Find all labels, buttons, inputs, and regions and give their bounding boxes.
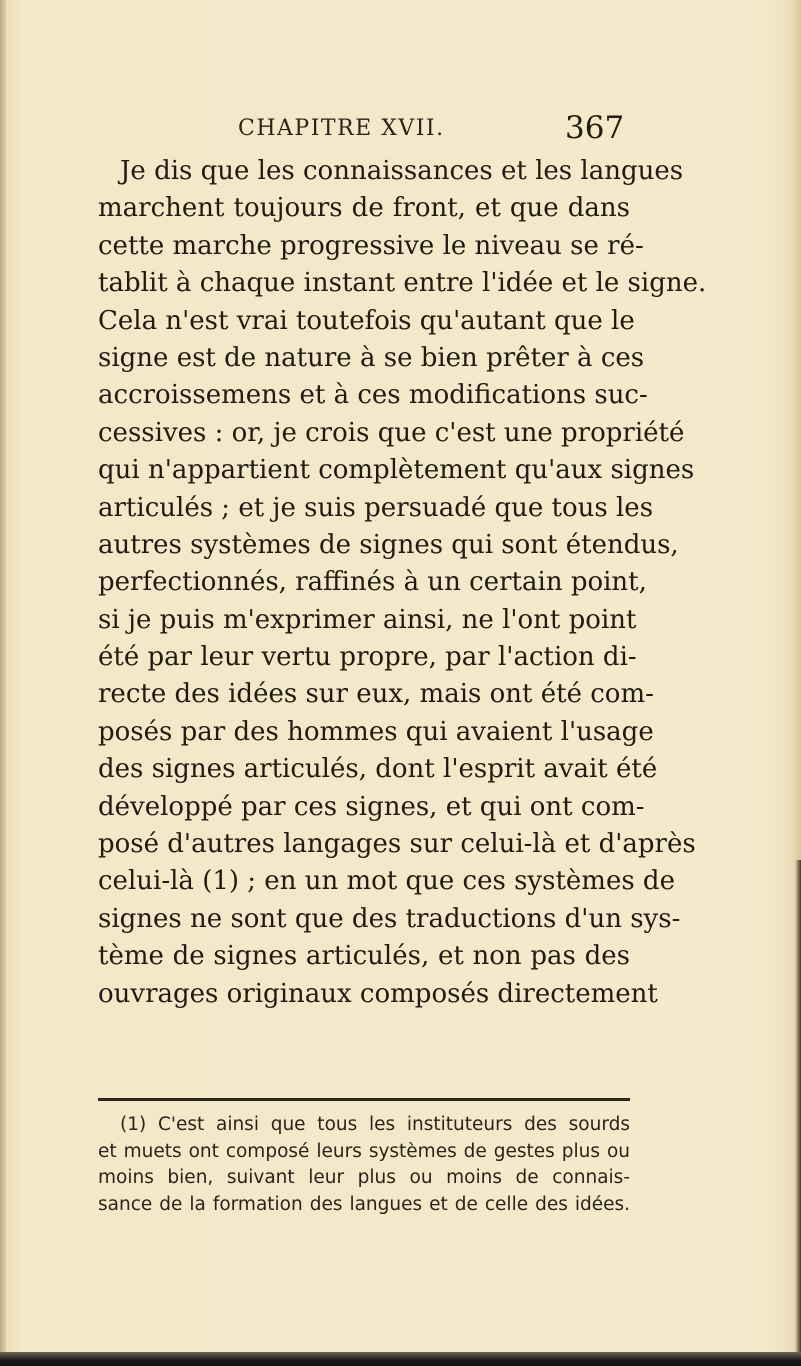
text-line: recte des idées sur eux, mais ont été com-	[98, 679, 654, 710]
text-line: signe est de nature à se bien prêter à ces	[98, 342, 645, 373]
footnote-rule	[98, 1098, 630, 1101]
footnote-line: et muets ont composé leurs systèmes de gestes plus ou	[98, 1140, 630, 1162]
text-line: tablit à chaque instant entre l'idée et le signe.	[98, 268, 707, 299]
body-text	[98, 153, 707, 1013]
text-line: Je dis que les connaissances et les langues	[120, 156, 684, 186]
text-line: ouvrages originaux composés directement	[98, 978, 658, 1009]
page-number: 367	[565, 110, 625, 146]
text-line: Cela n'est vrai toutefois qu'autant que le	[98, 305, 635, 336]
footnote-line: moins bien, suivant leur plus ou moins de connais-	[98, 1167, 630, 1189]
page-left-edge	[0, 0, 6, 1366]
footnote	[98, 1112, 630, 1218]
text-line: qui n'appartient complètement qu'aux signes	[98, 455, 695, 486]
text-line: articulés ; et je suis persuadé que tous les	[98, 492, 654, 523]
text-line: des signes articulés, dont l'esprit avait été	[98, 754, 658, 785]
text-line: perfectionnés, raffinés à un certain point,	[98, 567, 647, 598]
text-line: tème de signes articulés, et non pas des	[98, 941, 630, 972]
chapter-title: CHAPITRE XVII.	[238, 116, 445, 141]
text-line: été par leur vertu propre, par l'action di-	[98, 642, 637, 673]
text-line: cessives : or, je crois que c'est une propriété	[98, 417, 685, 448]
text-line: signes ne sont que des traductions d'un sys-	[98, 903, 681, 934]
text-line: marchent toujours de front, et que dans	[98, 193, 630, 224]
text-line: posés par des hommes qui avaient l'usage	[98, 716, 654, 747]
text-line: celui-là (1) ; en un mot que ces systèmes de	[98, 866, 675, 897]
text-line: autres systèmes de signes qui sont étendus,	[98, 529, 679, 560]
footnote-line: sance de la formation des langues et de celle des idées.	[98, 1193, 630, 1215]
page-right-shadow	[795, 860, 801, 1366]
running-head	[0, 110, 801, 150]
text-line: développé par ces signes, et qui ont com-	[98, 791, 645, 822]
text-line: cette marche progressive le niveau se ré-	[98, 230, 644, 261]
text-line: si je puis m'exprimer ainsi, ne l'ont point	[98, 604, 637, 635]
footnote-line: (1) C'est ainsi que tous les instituteurs des sourds	[120, 1114, 630, 1135]
page-bottom-edge	[0, 1352, 801, 1366]
text-line: accroissemens et à ces modifications suc-	[98, 380, 648, 411]
text-line: posé d'autres langages sur celui-là et d'après	[98, 829, 696, 860]
